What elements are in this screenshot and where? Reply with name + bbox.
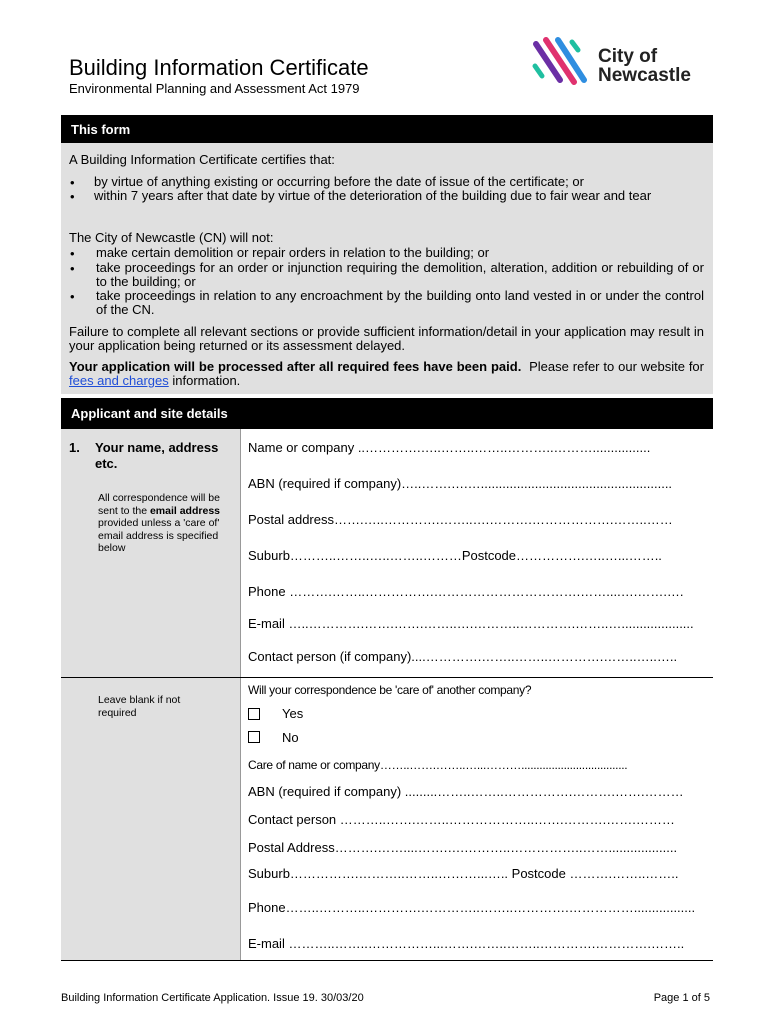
suburb-postcode-field[interactable]: Suburb………..……..…..……..………Postcode…………….…..…...…….. [248, 548, 662, 563]
bullet-icon: • [70, 289, 75, 304]
question-label: Your name, address etc. [95, 440, 219, 471]
postal-address-field[interactable]: Postal address…….…..………….……..….……….……………….……..…… [248, 512, 673, 527]
will-not-item-2: take proceedings for an order or injunction requiring the demolition, alteration, addition or rebuilding of or to the building; or [96, 260, 704, 289]
care-of-postal-address-field[interactable]: Postal Address……….……....…….….………..……………..……................... [248, 840, 678, 855]
no-checkbox[interactable] [248, 731, 260, 743]
care-of-phone-field[interactable]: Phone……..………..………….…………..……..………….……………................. [248, 900, 696, 915]
care-of-contact-person-field[interactable]: Contact person ………..…….……..………………..…….……….…….……… [248, 812, 675, 827]
no-label: No [282, 730, 299, 745]
page-subtitle: Environmental Planning and Assessment Act 1979 [69, 81, 360, 96]
bullet-icon: • [70, 261, 75, 276]
name-or-company-field[interactable]: Name or company ..………….…..……..……..………..………................ [248, 440, 651, 455]
contact-person-field[interactable]: Contact person (if company)....………….……..……..………….……..…..….. [248, 649, 678, 664]
section-divider [61, 960, 713, 961]
certifies-item-2: within 7 years after that date by virtue of the deterioration of the building due to fair wear and tear [94, 188, 652, 203]
bullet-icon: • [70, 175, 75, 190]
yes-checkbox[interactable] [248, 708, 260, 720]
city-of-newcastle-logo-icon [530, 36, 592, 88]
footer-issue: Building Information Certificate Application. Issue 19. 30/03/20 [61, 992, 364, 1004]
fees-and-charges-link[interactable]: fees and charges [69, 373, 169, 388]
column-divider [240, 429, 241, 678]
section-header-applicant: Applicant and site details [61, 398, 713, 429]
correspondence-note: All correspondence will be sent to the email address provided unless a 'care of' email address is specified below [98, 492, 220, 554]
care-of-email-field[interactable]: E-mail ………..……..……………...…….……..……..………….………….…….. [248, 936, 685, 951]
abn-field[interactable]: ABN (required if company)…..…….….…..................................................... [248, 476, 673, 491]
care-of-abn-field[interactable]: ABN (required if company) .........……..……..…………….……….…….……… [248, 784, 684, 799]
logo-text: City of Newcastle [598, 46, 691, 86]
will-not-item-1: make certain demolition or repair orders in relation to the building; or [96, 245, 490, 260]
care-of-label-panel [61, 678, 240, 960]
certifies-item-1: by virtue of anything existing or occurring before the date of issue of the certificate; or [94, 174, 584, 189]
failure-text: Failure to complete all relevant sections or provide sufficient information/detail in your application may result in your application being returned or its assessment delayed. [69, 324, 704, 353]
question-number: 1. [69, 440, 80, 455]
care-of-question: Will your correspondence be 'care of' another company? [248, 683, 532, 697]
yes-label: Yes [282, 706, 304, 721]
email-field[interactable]: E-mail …..………….…….…….……..….………..………….……..….................... [248, 616, 694, 631]
certifies-intro: A Building Information Certificate certifies that: [69, 152, 335, 167]
bullet-icon: • [70, 246, 75, 261]
bullet-icon: • [70, 189, 75, 204]
footer-page-number: Page 1 of 5 [653, 992, 710, 1004]
section-header-this-form: This form [61, 115, 713, 144]
fees-text: Your application will be processed after all required fees have been paid. Please refer to our website for fees and charges information. [69, 359, 704, 388]
care-of-note: Leave blank if not required [98, 694, 181, 719]
column-divider [240, 678, 241, 960]
page-title: Building Information Certificate [69, 55, 369, 80]
care-of-name-field[interactable]: Care of name or company……..…….……..…...………................................... [248, 758, 628, 772]
care-of-suburb-postcode-field[interactable]: Suburb…………….………..……..………...….. Postcode ……….……..…….. [248, 866, 679, 881]
will-not-intro: The City of Newcastle (CN) will not: [69, 230, 274, 245]
phone-field[interactable]: Phone ……….……..…………….…………………………….……....….…….…. [248, 584, 684, 599]
will-not-item-3: take proceedings in relation to any encroachment by the building onto land vested in or under the control of the CN. [96, 288, 704, 317]
